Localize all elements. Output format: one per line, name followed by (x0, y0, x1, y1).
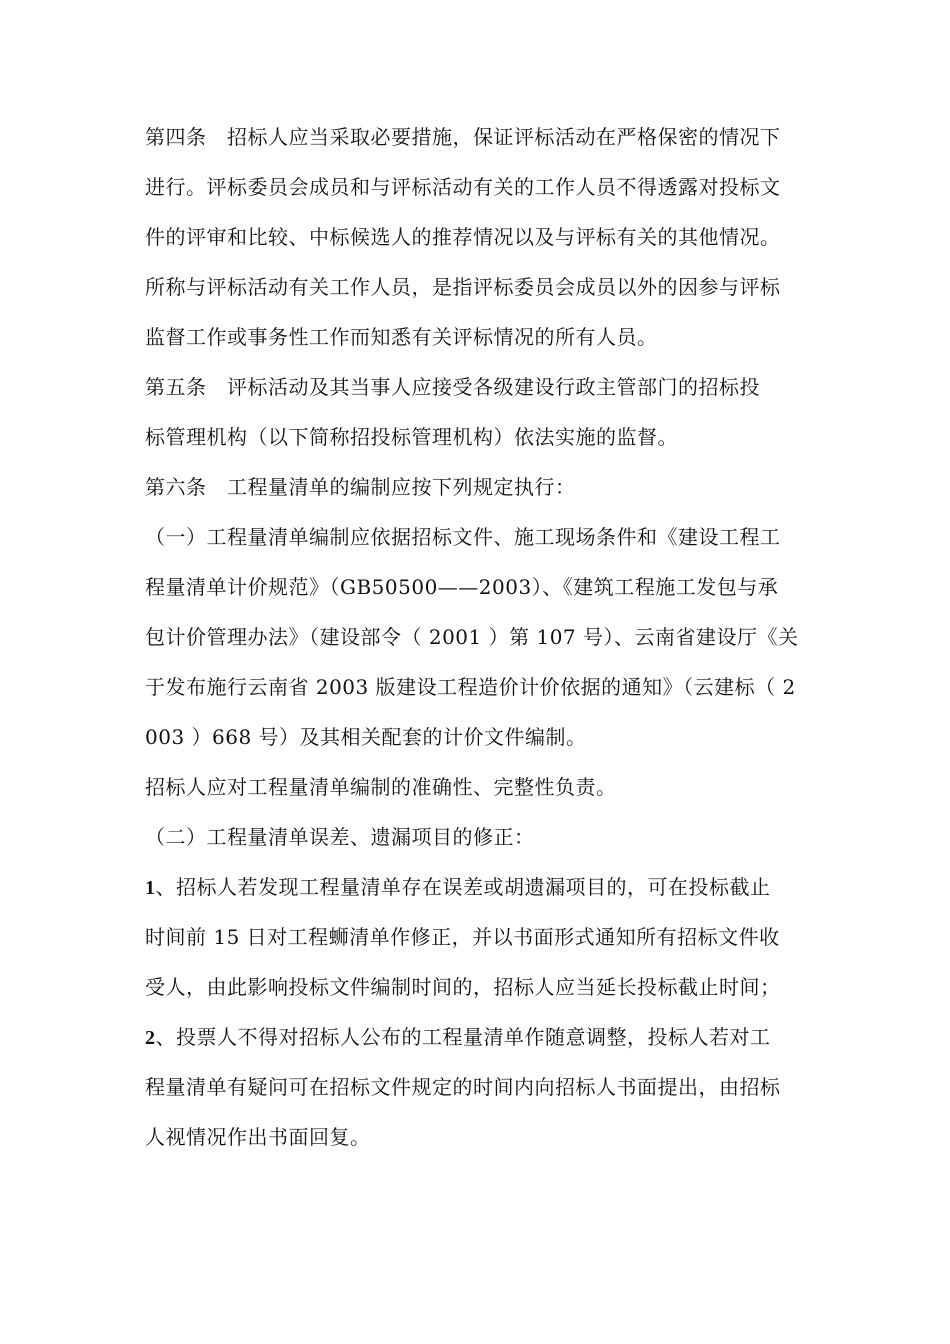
text-line: 进行。评标委员会成员和与评标活动有关的工作人员不得透露对投标文 (145, 175, 781, 199)
text-line: （二）工程量清单误差、遗漏项目的修正： (145, 825, 535, 849)
text-line: （一）工程量清单编制应依据招标文件、施工现场条件和《建设工程工 (145, 525, 781, 549)
text-line: 监督工作或事务性工作而知悉有关评标情况的所有人员。 (145, 325, 658, 349)
text-line: 程量清单有疑问可在招标文件规定的时间内向招标人书面提出，由招标 (145, 1075, 781, 1099)
text-line: 003 ）668 号）及其相关配套的计价文件编制。 (145, 725, 587, 749)
text-line: 件的评审和比较、中标候选人的推荐情况以及与评标有关的其他情况。 (145, 225, 781, 249)
text-line: 第六条 工程量清单的编制应按下列规定执行： (145, 475, 576, 499)
text-line: 所称与评标活动有关工作人员，是指评标委员会成员以外的因参与评标 (145, 275, 781, 299)
text-line: 、招标人若发现工程量清单存在误差或胡遗漏项目的，可在投标截止 (155, 875, 771, 899)
text-line: 标管理机构（以下简称招投标管理机构）依法实施的监督。 (145, 425, 678, 449)
text-line: 时间前 15 日对工程蛳清单作修正，并以书面形式通知所有招标文件收 (145, 925, 780, 949)
numbered-line (145, 875, 771, 900)
text-line: 人视情况作出书面回复。 (145, 1125, 371, 1149)
text-line: 第五条 评标活动及其当事人应接受各级建设行政主管部门的招标投 (145, 375, 760, 399)
item-number: 2 (145, 1027, 156, 1049)
text-line: 包计价管理办法》（建设部令（ 2001 ）第 107 号）、云南省建设厅《关 (145, 625, 799, 649)
text-line: 程量清单计价规范》（GB50500——2003）、《建筑工程施工发包与承 (145, 575, 779, 599)
text-line: 招标人应对工程量清单编制的准确性、完整性负责。 (145, 775, 617, 799)
text-line: 、投票人不得对招标人公布的工程量清单作随意调整，投标人若对工 (155, 1025, 771, 1049)
text-line: 第四条 招标人应当采取必要措施，保证评标活动在严格保密的情况下 (145, 125, 781, 149)
numbered-line (145, 1025, 771, 1050)
text-line: 于发布施行云南省 2003 版建设工程造价计价依据的通知》（云建标（ 2 (145, 675, 796, 699)
text-line: 受人，由此影响投标文件编制时间的，招标人应当延长投标截止时间； (145, 975, 781, 999)
item-number: 1 (145, 877, 156, 899)
